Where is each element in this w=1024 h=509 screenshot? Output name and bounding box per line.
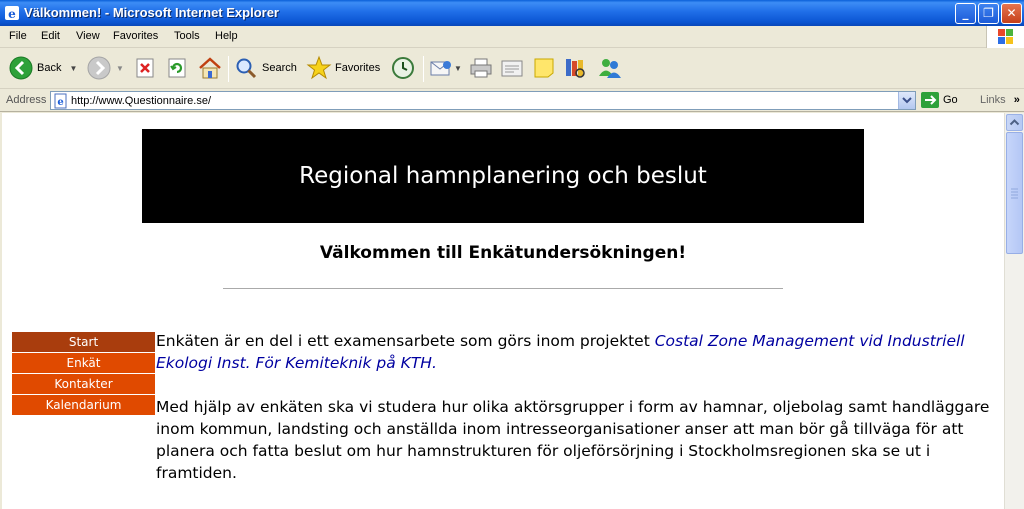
links-label: Links [980,94,1006,106]
chevron-down-icon [899,92,915,108]
address-dropdown-button[interactable] [898,92,915,109]
address-bar [0,89,1024,112]
note-icon [532,56,556,80]
back-label: Back [37,62,62,74]
favorites-button[interactable] [306,54,380,82]
windows-logo [986,26,1024,48]
go-arrow-icon [921,92,939,108]
menu-bar [0,26,1024,48]
window-title: Välkommen! - Microsoft Internet Explorer [24,5,279,20]
history-button[interactable] [390,54,416,82]
menu-tools[interactable]: Tools [174,30,200,42]
side-navigation [12,332,155,416]
intro-text: Enkäten är en del i ett examensarbete som görs inom projektet [156,332,655,350]
nav-item-enkat[interactable]: Enkät [12,353,155,373]
mail-button[interactable] [429,54,462,82]
site-banner: Regional hamnplanering och beslut [142,129,864,223]
menu-help[interactable]: Help [215,30,238,42]
back-dropdown-icon[interactable]: ▼ [69,63,78,73]
address-label: Address [6,94,47,106]
history-icon [390,55,416,81]
address-url: http://www.Questionnaire.se/ [71,95,212,107]
forward-button[interactable] [86,54,124,82]
forward-arrow-icon [86,55,112,81]
favorites-label: Favorites [335,62,381,74]
research-icon [563,56,587,80]
mail-icon [429,56,453,80]
menu-view[interactable]: View [76,30,100,42]
chevron-up-icon [1007,115,1022,130]
ie-icon [4,5,20,21]
menu-file[interactable]: File [9,30,27,42]
toolbar-separator [423,56,424,82]
address-input[interactable] [50,91,916,110]
refresh-button[interactable] [166,54,188,82]
refresh-icon [166,57,188,79]
horizontal-divider [223,288,783,289]
back-button[interactable] [8,54,77,82]
title-bar [0,0,1024,26]
back-arrow-icon [8,55,34,81]
svg-text:e: e [57,97,64,108]
scroll-up-button[interactable] [1006,114,1023,131]
links-button[interactable] [980,94,1020,106]
restore-button[interactable]: ❐ [978,3,999,24]
vertical-scrollbar[interactable] [1004,113,1024,509]
search-icon [234,56,258,80]
favorites-star-icon [306,55,332,81]
toolbar-separator [228,56,229,82]
scroll-thumb[interactable] [1006,132,1023,254]
minimize-button[interactable]: _ [955,3,976,24]
grip-icon [1007,133,1022,253]
description-paragraph: Med hjälp av enkäten ska vi studera hur olika aktörsgrupper i form av hamnar, oljebolag samt handläggare inom kommun, landsting och anställda inom intresseorganisationer anser att man bör gå tillväga för att planera och fatta beslut om hur hamnstrukturen för oljeförsörjning i Stockholmsregionen ska se ut i framtiden. [156,398,990,482]
discuss-button[interactable] [532,54,556,82]
go-button[interactable] [921,92,958,108]
svg-text:e: e [8,7,16,21]
messenger-icon [597,56,623,80]
search-label: Search [262,62,297,74]
research-button[interactable] [563,54,587,82]
edit-page-icon [500,56,524,80]
welcome-heading: Välkommen till Enkätundersökningen! [319,243,687,263]
home-button[interactable] [197,54,223,82]
nav-item-start[interactable]: Start [12,332,155,352]
page-viewport [2,113,1004,509]
stop-button[interactable] [134,54,156,82]
close-button[interactable]: ✕ [1001,3,1022,24]
windows-flag-icon [987,26,1024,48]
go-label: Go [943,94,958,106]
intro-paragraph [156,330,996,374]
project-link[interactable]: Costal Zone Management vid Industriell Ekologi Inst. För Kemiteknik på KTH. [156,332,965,372]
nav-item-kontakter[interactable]: Kontakter [12,374,155,394]
nav-item-kalendarium[interactable]: Kalendarium [12,395,155,415]
toolbar [0,48,1024,89]
forward-dropdown-icon[interactable]: ▼ [116,63,124,73]
print-icon [469,56,493,80]
stop-icon [134,57,156,79]
home-icon [197,56,223,80]
edit-button[interactable] [500,54,524,82]
page-icon [53,93,69,109]
menu-favorites[interactable]: Favorites [113,30,159,42]
search-button[interactable] [234,54,297,82]
print-button[interactable] [469,54,493,82]
chevron-right-icon: » [1013,94,1020,106]
mail-dropdown-icon[interactable]: ▼ [454,63,462,73]
menu-edit[interactable]: Edit [41,30,60,42]
messenger-button[interactable] [597,54,623,82]
